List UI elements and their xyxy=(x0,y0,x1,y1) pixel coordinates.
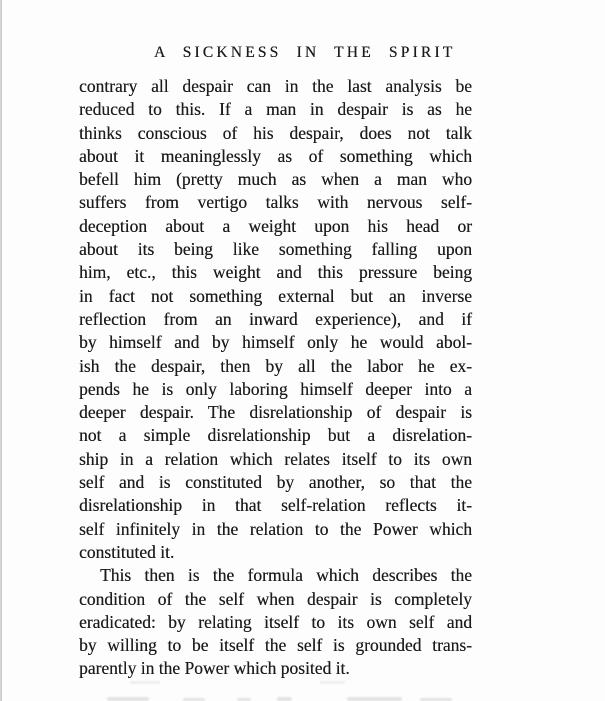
text-line: constituted it. xyxy=(79,541,175,562)
text-line: parently in the Power which posited it. xyxy=(79,658,350,679)
text-line: eradicated: by relating itself to its own self and xyxy=(79,611,472,632)
body-text xyxy=(79,75,472,681)
text-line: This then is the formula which describes the xyxy=(100,565,472,586)
text-line: ish the despair, then by all the labor he ex- xyxy=(79,355,472,376)
text-line: in fact not something external but an inverse xyxy=(79,285,472,306)
text-line: pends he is only laboring himself deeper into a xyxy=(79,378,472,399)
text-line: thinks conscious of his despair, does not talk xyxy=(79,122,472,143)
text-line: suffers from vertigo talks with nervous self- xyxy=(79,192,472,213)
text-line: about it meaninglessly as of something which xyxy=(79,145,472,166)
scan-smudge xyxy=(130,681,160,684)
text-line: self and is constituted by another, so that the xyxy=(79,472,472,493)
text-line: him, etc., this weight and this pressure being xyxy=(79,262,472,283)
text-line: befell him (pretty much as when a man who xyxy=(79,169,472,190)
text-line: by himself and by himself only he would abol- xyxy=(79,332,472,353)
paragraph-1 xyxy=(79,75,472,564)
text-line: deception about a weight upon his head or xyxy=(79,215,472,236)
text-line: ship in a relation which relates itself to its own xyxy=(79,448,472,469)
scan-smudge xyxy=(277,697,292,701)
scan-smudge xyxy=(347,697,402,701)
text-line: contrary all despair can in the last analysis be xyxy=(79,76,472,96)
running-header: A SICKNESS IN THE SPIRIT xyxy=(154,44,456,61)
text-line: self infinitely in the relation to the Power which xyxy=(79,518,472,539)
text-line: by willing to be itself the self is grounded trans- xyxy=(79,635,472,656)
scan-edge-line xyxy=(0,0,2,701)
text-line: about its being like something falling upon xyxy=(79,239,472,260)
text-line: reduced to this. If a man in despair is as he xyxy=(79,99,472,120)
paragraph-2 xyxy=(79,564,472,680)
scan-smudge xyxy=(320,681,345,684)
text-line: disrelationship in that self-relation reflects it- xyxy=(79,495,472,516)
scan-smudge xyxy=(107,697,149,701)
text-line: reflection from an inward experience), and if xyxy=(79,308,472,329)
text-line: deeper despair. The disrelationship of despair is xyxy=(79,402,472,423)
text-line: not a simple disrelationship but a disrelation- xyxy=(79,425,472,446)
text-line: condition of the self when despair is completely xyxy=(79,588,472,609)
